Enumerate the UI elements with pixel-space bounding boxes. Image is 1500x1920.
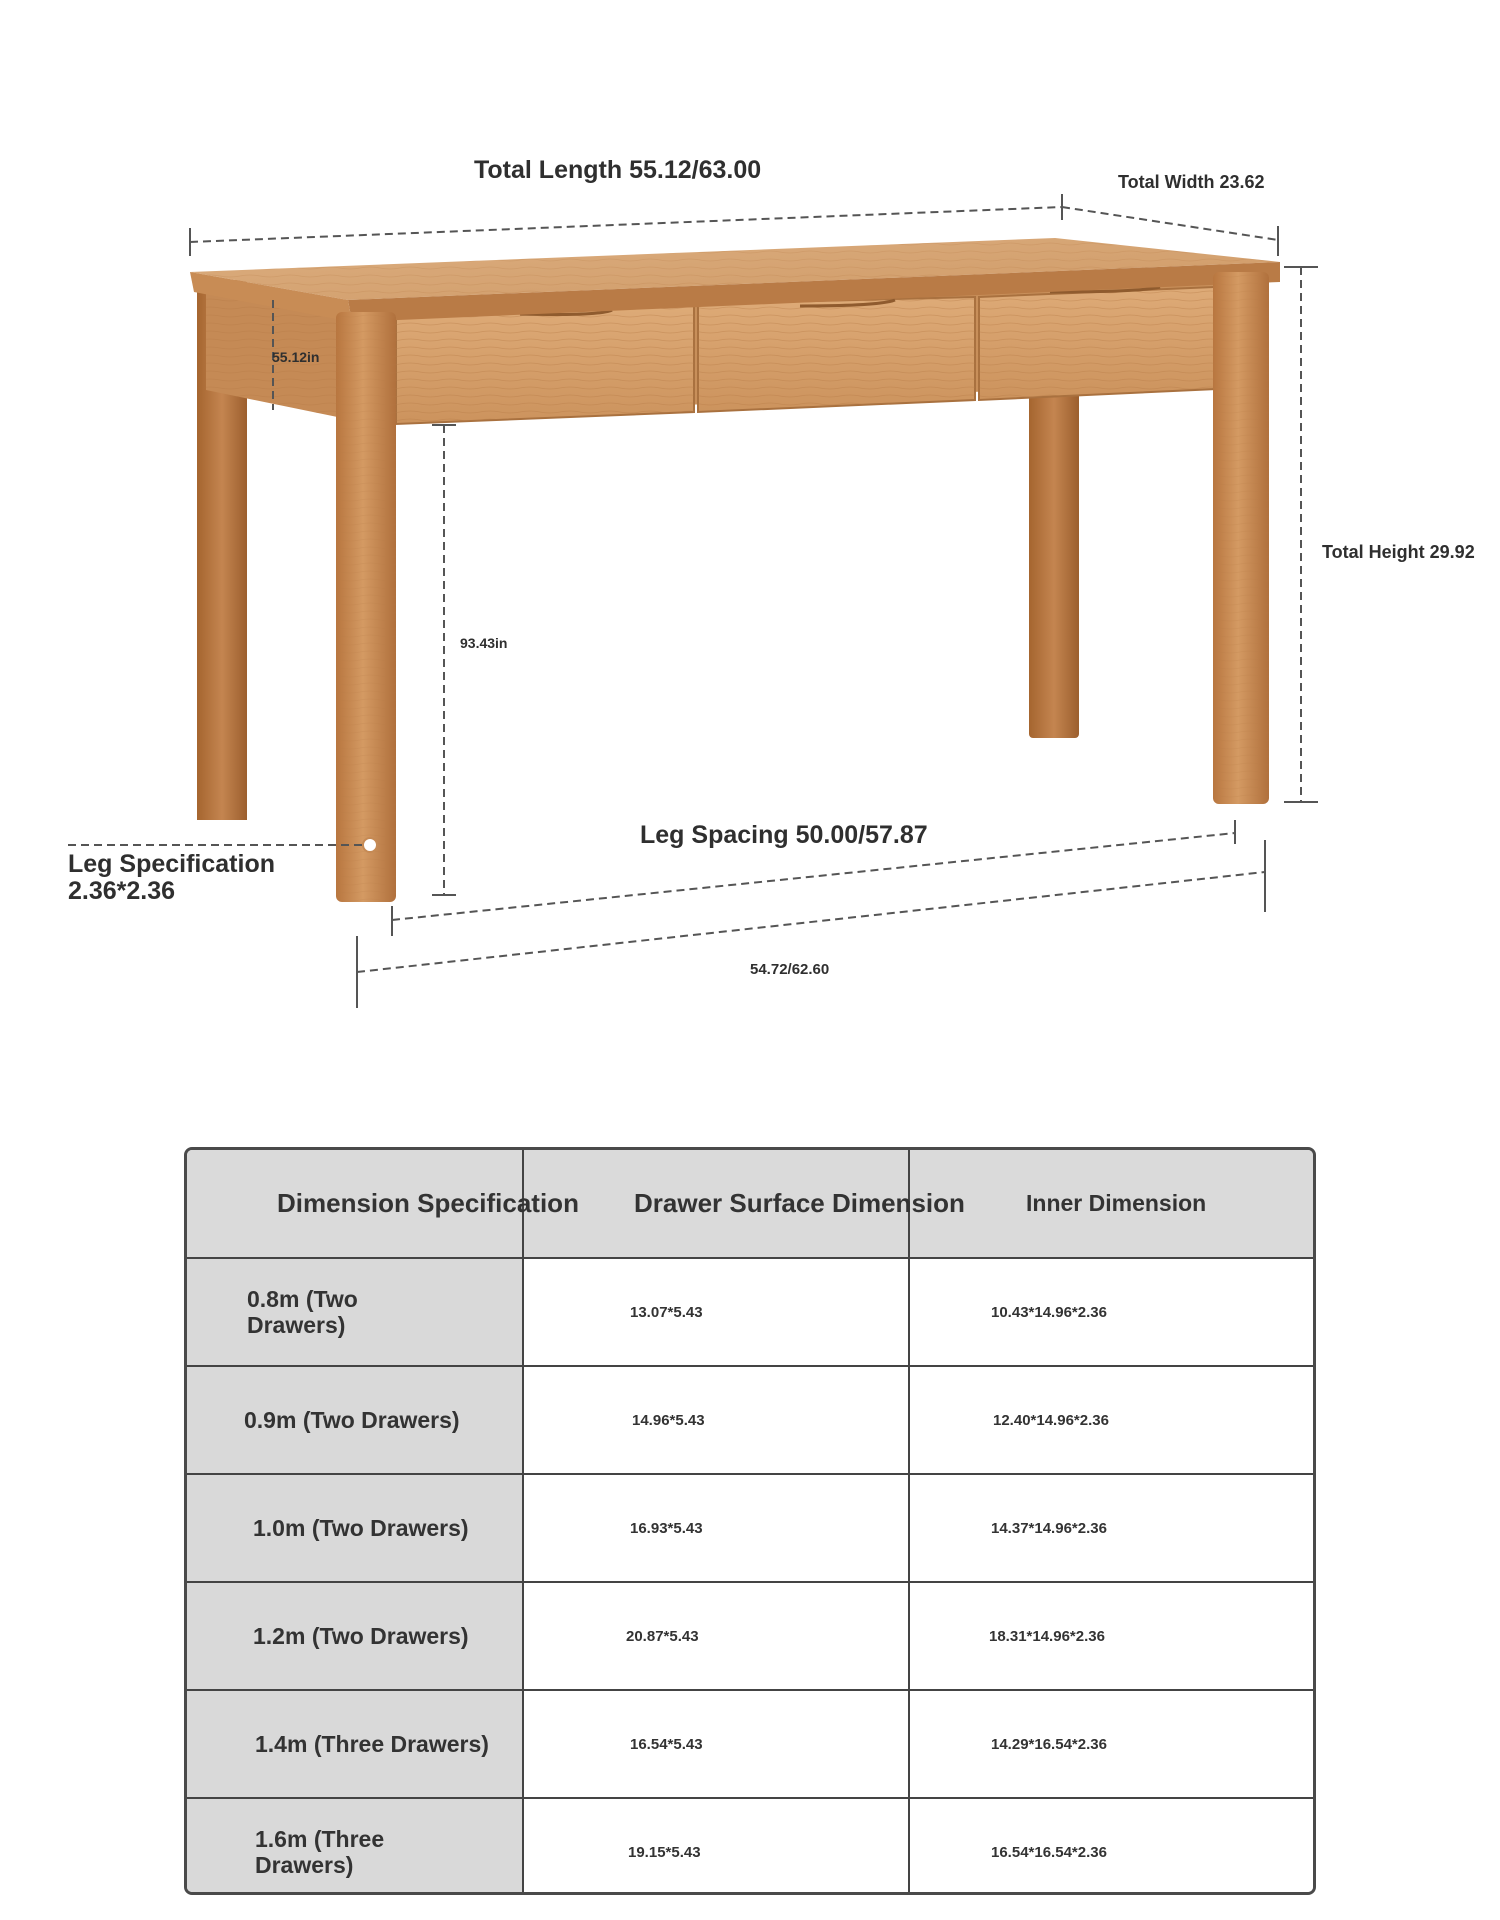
table-row bbox=[187, 1798, 1316, 1895]
header-drawer-surface: Drawer Surface Dimension bbox=[523, 1150, 909, 1258]
header-dimension-spec: Dimension Specification bbox=[187, 1150, 523, 1258]
table-row bbox=[187, 1366, 1316, 1474]
spec-cell: 1.6m (Three Drawers) bbox=[187, 1798, 523, 1895]
back-right-leg bbox=[1029, 380, 1079, 738]
inner-cell: 16.54*16.54*2.36 bbox=[909, 1798, 1316, 1895]
surface-cell: 16.54*5.43 bbox=[523, 1690, 909, 1798]
table-row bbox=[187, 1258, 1316, 1366]
total-length-label: Total Length 55.12/63.00 bbox=[474, 156, 762, 184]
leg-spec-label: Leg Specification bbox=[68, 850, 275, 878]
dimension-spec-table bbox=[184, 1147, 1316, 1895]
spec-cell: 0.8m (Two Drawers) bbox=[187, 1258, 523, 1366]
leg-spec-value: 2.36*2.36 bbox=[68, 877, 176, 905]
header-inner-dimension: Inner Dimension bbox=[909, 1150, 1316, 1258]
surface-cell: 19.15*5.43 bbox=[523, 1798, 909, 1895]
bottom-length-label: 54.72/62.60 bbox=[750, 961, 830, 978]
surface-cell: 14.96*5.43 bbox=[523, 1366, 909, 1474]
inner-cell: 18.31*14.96*2.36 bbox=[909, 1582, 1316, 1690]
table-row bbox=[187, 1690, 1316, 1798]
table-row bbox=[187, 1582, 1316, 1690]
total-height-label: Total Height 29.92 bbox=[1322, 542, 1475, 562]
inner-cell: 10.43*14.96*2.36 bbox=[909, 1258, 1316, 1366]
leg-spacing-label: Leg Spacing 50.00/57.87 bbox=[640, 821, 928, 849]
leg-clearance-label: 93.43in bbox=[460, 635, 508, 651]
spec-cell: 1.4m (Three Drawers) bbox=[187, 1690, 523, 1798]
spec-cell: 0.9m (Two Drawers) bbox=[187, 1366, 523, 1474]
inner-cell: 14.37*14.96*2.36 bbox=[909, 1474, 1316, 1582]
drawer-height-label: 55.12in bbox=[272, 349, 320, 365]
spec-cell: 1.2m (Two Drawers) bbox=[187, 1582, 523, 1690]
surface-cell: 13.07*5.43 bbox=[523, 1258, 909, 1366]
inner-cell: 14.29*16.54*2.36 bbox=[909, 1690, 1316, 1798]
leg-spec-marker bbox=[363, 838, 377, 852]
table-row bbox=[187, 1474, 1316, 1582]
surface-cell: 20.87*5.43 bbox=[523, 1582, 909, 1690]
surface-cell: 16.93*5.43 bbox=[523, 1474, 909, 1582]
desk-illustration bbox=[190, 238, 1280, 902]
total-width-label: Total Width 23.62 bbox=[1118, 172, 1265, 192]
table-header-row bbox=[187, 1150, 1316, 1258]
spec-cell: 1.0m (Two Drawers) bbox=[187, 1474, 523, 1582]
inner-cell: 12.40*14.96*2.36 bbox=[909, 1366, 1316, 1474]
